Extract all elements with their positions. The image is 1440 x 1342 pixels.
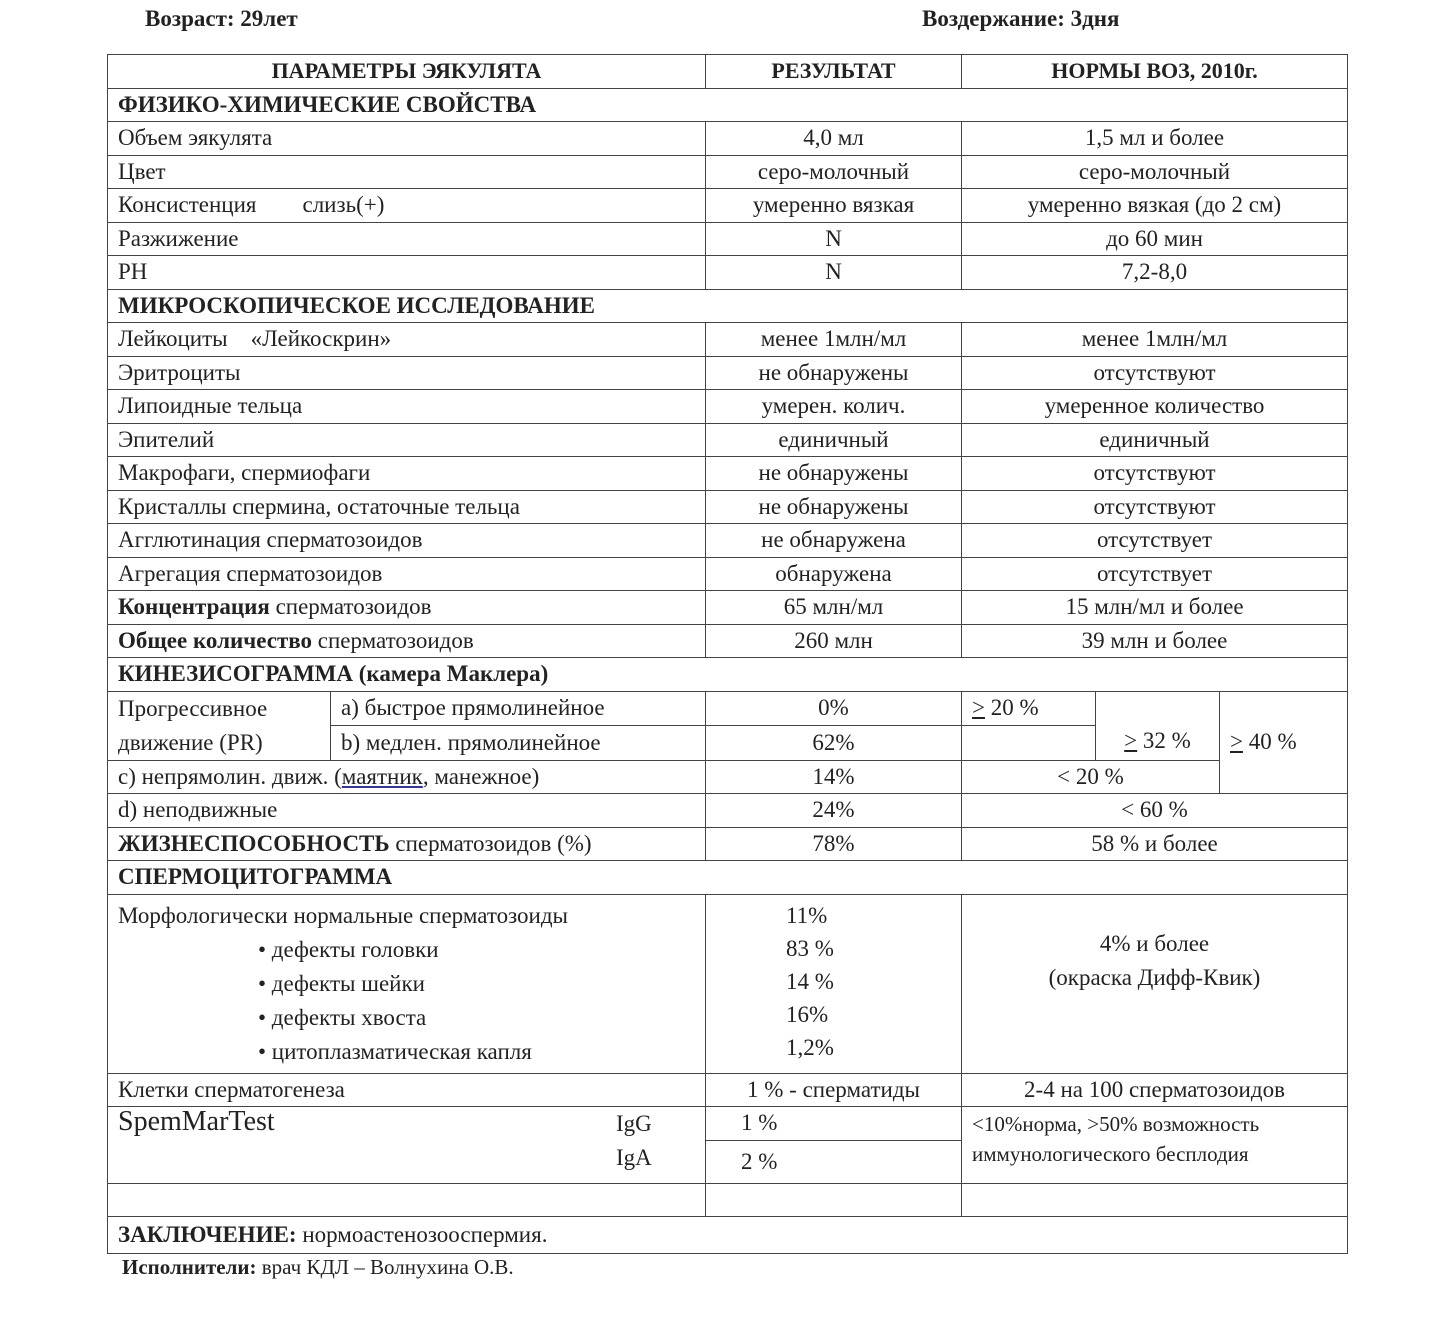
pr-label (108, 691, 331, 760)
cyto-norm (962, 894, 1348, 1073)
cyto-label: • дефекты шейки (258, 970, 425, 996)
norm: 15 млн/мл и более (962, 591, 1348, 625)
abstinence-label: Воздержание: (922, 6, 1065, 31)
total-motility-norm (1220, 691, 1348, 794)
cyto-label: Морфологически нормальные сперматозоиды (118, 902, 568, 928)
result: серо-молочный (706, 155, 962, 189)
param: PH (108, 256, 706, 290)
param: Лейкоциты «Лейкоскрин» (108, 323, 706, 357)
cyto-value: 16% (786, 1002, 829, 1027)
section-title-physchem: ФИЗИКО-ХИМИЧЕСКИЕ СВОЙСТВА (108, 88, 1348, 122)
cyto-values (706, 894, 962, 1073)
cyto-value: 1,2% (786, 1035, 834, 1060)
param: Агглютинация сперматозоидов (108, 524, 706, 558)
result: 65 млн/мл (706, 591, 962, 625)
performers-text: врач КДЛ – Волнухина О.В. (256, 1255, 514, 1279)
param-rest: сперматозоидов (269, 594, 432, 620)
result: 78% (706, 827, 962, 861)
param: Цвет (108, 155, 706, 189)
section-title-micro: МИКРОСКОПИЧЕСКОЕ ИССЛЕДОВАНИЕ (108, 289, 1348, 323)
cyto-label: • цитоплазматическая капля (258, 1038, 532, 1064)
conclusion-text: нормоастенозооспермия. (296, 1222, 548, 1247)
result: 4,0 мл (706, 122, 962, 156)
table-row (108, 524, 1348, 558)
norm: 58 % и более (962, 827, 1348, 861)
table-row (108, 356, 1348, 390)
cyto-label: • дефекты хвоста (258, 1004, 427, 1030)
a-norm: > 20 % (972, 695, 1039, 721)
empty-cell (706, 1183, 962, 1217)
norm: < 60 % (962, 794, 1348, 828)
table-row (108, 390, 1348, 424)
col-header-norms: НОРМЫ ВОЗ, 2010г. (962, 55, 1348, 89)
empty-cell (108, 1183, 706, 1217)
norm: < 20 % (962, 760, 1220, 794)
table-row (108, 827, 1348, 861)
result: 1 % - сперматиды (706, 1073, 962, 1107)
table-row (108, 624, 1348, 658)
patient-age (145, 6, 298, 32)
age-label: Возраст: (145, 6, 235, 31)
table-row (108, 222, 1348, 256)
pr-norm-cell (1096, 691, 1220, 760)
norm: 2-4 на 100 сперматозоидов (962, 1073, 1348, 1107)
param-bold: Общее количество (118, 627, 313, 653)
param (108, 760, 706, 794)
norm: отсутствуют (962, 490, 1348, 524)
section-row (108, 289, 1348, 323)
norm: отсутствует (962, 524, 1348, 558)
result: обнаружена (706, 557, 962, 591)
param (108, 827, 706, 861)
col-header-params: ПАРАМЕТРЫ ЭЯКУЛЯТА (108, 55, 706, 89)
table-row (108, 794, 1348, 828)
section-row (108, 658, 1348, 692)
pr-label-line2: движение (PR) (118, 729, 263, 755)
table-row (108, 557, 1348, 591)
param-bold: ЖИЗНЕСПОСОБНОСТЬ (118, 830, 390, 856)
result: 24% (706, 794, 962, 828)
param-rest: сперматозоидов (312, 627, 474, 653)
param: Липоидные тельца (108, 390, 706, 424)
title-bold: КИНЕЗИСОГРАММА (118, 661, 353, 687)
table-row (108, 189, 1348, 223)
table-row (108, 760, 1348, 794)
norm: отсутствует (962, 557, 1348, 591)
table-row (108, 894, 1348, 1073)
param: а) быстрое прямолинейное (331, 691, 706, 726)
cyto-value: 14 % (786, 969, 834, 994)
mar-norm-line2: иммунологического бесплодия (972, 1142, 1249, 1166)
ge-sign: > (1230, 729, 1243, 755)
norm: умеренно вязкая (до 2 см) (962, 189, 1348, 223)
cyto-norm-line1: 4% и более (1099, 930, 1210, 956)
table-row (108, 256, 1348, 290)
mar-label-cell (108, 1107, 706, 1184)
norm: 7,2-8,0 (962, 256, 1348, 290)
norm: 1,5 мл и более (962, 122, 1348, 156)
igg-label: IgG (616, 1111, 652, 1136)
cyto-labels (108, 894, 706, 1073)
table-row (108, 691, 1348, 726)
section-row (108, 861, 1348, 895)
table-row (108, 1107, 1348, 1141)
result: 260 млн (706, 624, 962, 658)
norm: до 60 мин (962, 222, 1348, 256)
cyto-value: 83 % (786, 936, 834, 961)
table-row (108, 155, 1348, 189)
col-header-result: РЕЗУЛЬТАТ (706, 55, 962, 89)
pr-norm: > 32 % (1124, 727, 1191, 753)
result: не обнаружены (706, 490, 962, 524)
iga-label: IgA (616, 1145, 652, 1170)
result: 14% (706, 760, 962, 794)
result: N (706, 256, 962, 290)
result: N (706, 222, 962, 256)
norm (962, 726, 1096, 761)
total-norm: > 40 % (1230, 729, 1297, 755)
table-row (108, 490, 1348, 524)
mar-test-label: SpemMarTest (118, 1106, 275, 1137)
result: не обнаружены (706, 356, 962, 390)
table-row (108, 457, 1348, 491)
performers (122, 1255, 514, 1280)
mar-norm-line1: <10%норма, >50% возможность (972, 1112, 1260, 1136)
conclusion (108, 1217, 1348, 1254)
table-row (108, 591, 1348, 625)
abstinence-period (922, 6, 1119, 32)
c-label-ul: маятник (341, 763, 423, 789)
table-row (108, 1073, 1348, 1107)
ge-sign: > (972, 695, 985, 721)
norm: отсутствуют (962, 457, 1348, 491)
table-row (108, 323, 1348, 357)
table-row (108, 122, 1348, 156)
norm: 39 млн и более (962, 624, 1348, 658)
c-label-b: , манежное) (422, 763, 540, 789)
param: Разжижение (108, 222, 706, 256)
conclusion-label: ЗАКЛЮЧЕНИЕ: (118, 1222, 297, 1247)
c-label-a: с) непрямолин. движ. ( (118, 763, 342, 789)
empty-cell (962, 1183, 1348, 1217)
result: умеренно вязкая (706, 189, 962, 223)
param: b) медлен. прямолинейное (331, 726, 706, 761)
empty-row (108, 1183, 1348, 1217)
param: Кристаллы спермина, остаточные тельца (108, 490, 706, 524)
title-rest: (камера Маклера) (353, 661, 549, 687)
age-value: 29лет (240, 6, 298, 31)
result: 0% (706, 691, 962, 726)
section-title-kinesis (108, 658, 1348, 692)
norm: отсутствуют (962, 356, 1348, 390)
norm: менее 1млн/мл (962, 323, 1348, 357)
semen-analysis-table (107, 54, 1348, 1254)
result: умерен. колич. (706, 390, 962, 424)
norm: умеренное количество (962, 390, 1348, 424)
conclusion-row (108, 1217, 1348, 1254)
section-row (108, 88, 1348, 122)
param: Консистенция слизь(+) (108, 189, 706, 223)
norm: единичный (962, 423, 1348, 457)
cyto-value: 11% (786, 903, 828, 928)
param-rest: сперматозоидов (%) (389, 830, 592, 856)
result: не обнаружена (706, 524, 962, 558)
param: Агрегация сперматозоидов (108, 557, 706, 591)
param: Макрофаги, спермиофаги (108, 457, 706, 491)
norm: серо-молочный (962, 155, 1348, 189)
pr-label-line1: Прогрессивное (118, 695, 268, 721)
igg-value: 1 % (706, 1107, 962, 1141)
iga-value: 2 % (706, 1140, 962, 1183)
ge-sign: > (1124, 727, 1138, 753)
table-row (108, 423, 1348, 457)
result: 62% (706, 726, 962, 761)
cyto-norm-line2: (окраска Дифф-Квик) (1048, 964, 1261, 990)
param-bold: Концентрация (118, 594, 270, 620)
result: менее 1млн/мл (706, 323, 962, 357)
param: Эпителий (108, 423, 706, 457)
performers-label: Исполнители: (122, 1255, 257, 1279)
param: Эритроциты (108, 356, 706, 390)
param (108, 591, 706, 625)
result: не обнаружены (706, 457, 962, 491)
param: d) неподвижные (108, 794, 706, 828)
param: Клетки сперматогенеза (108, 1073, 706, 1107)
cyto-label: • дефекты головки (258, 936, 439, 962)
section-title-cyto: СПЕРМОЦИТОГРАММА (108, 861, 1348, 895)
mar-norm (962, 1107, 1348, 1184)
abstinence-value: 3дня (1070, 6, 1120, 31)
result: единичный (706, 423, 962, 457)
column-header-row (108, 55, 1348, 89)
norm (962, 691, 1096, 726)
param: Объем эякулята (108, 122, 706, 156)
param (108, 624, 706, 658)
